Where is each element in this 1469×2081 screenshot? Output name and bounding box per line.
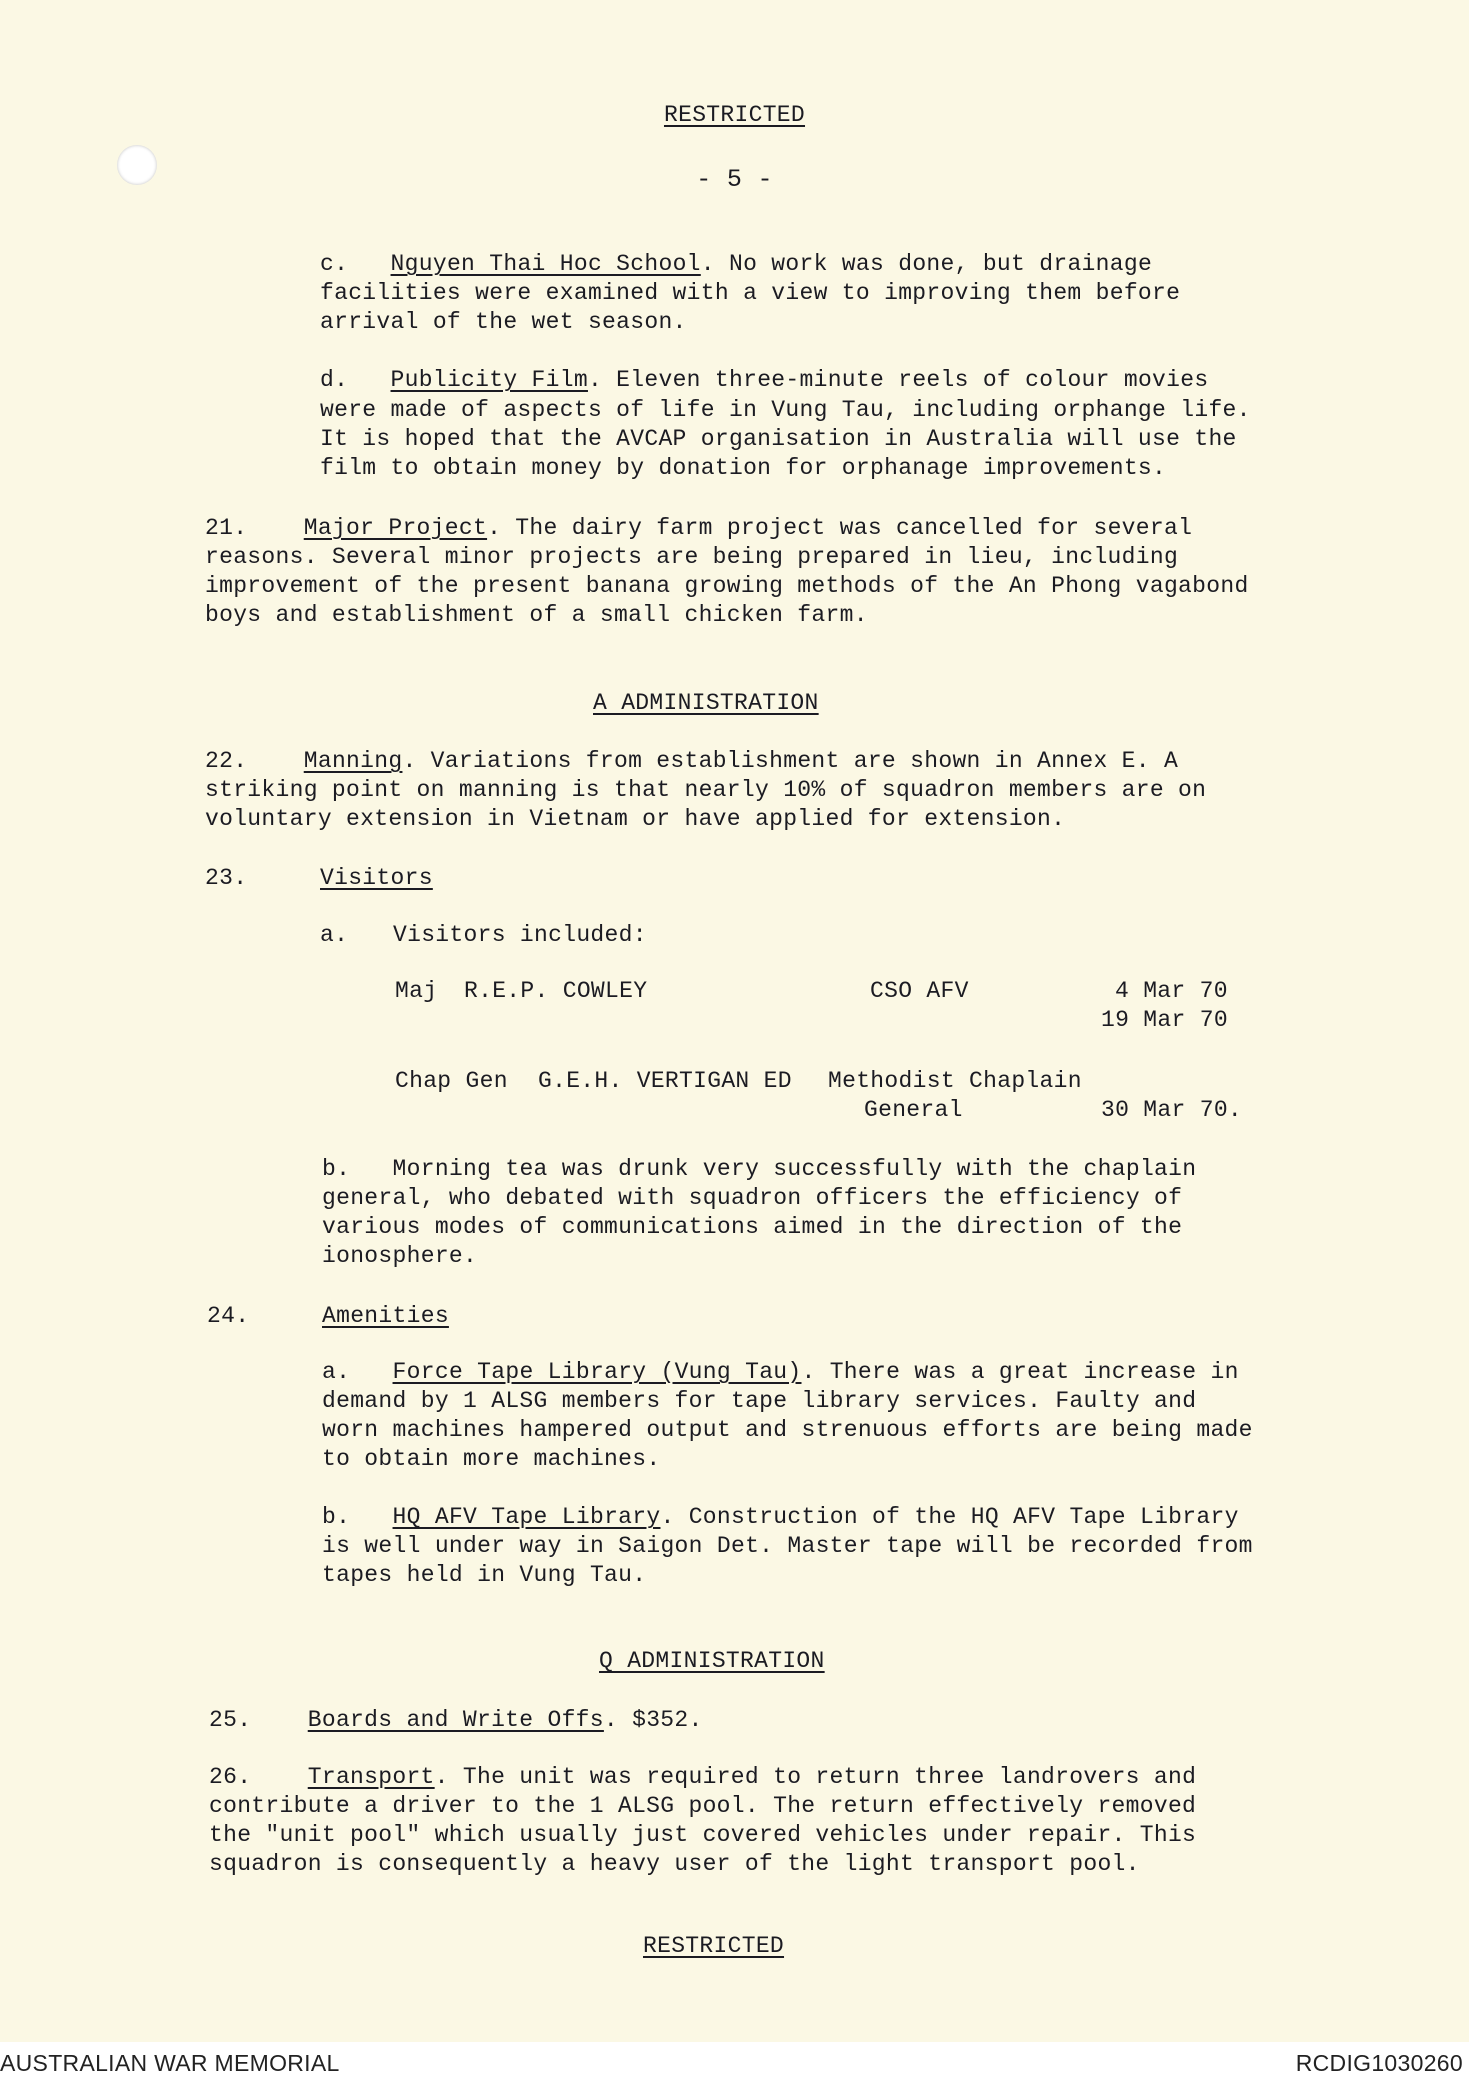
para-21-line3: improvement of the present banana growing methods of the An Phong vagabond: [205, 573, 1249, 599]
para-c-text: . No work was done, but drainage: [700, 251, 1153, 277]
classification-footer: RESTRICTED: [643, 1933, 785, 1959]
para-d-line1: [320, 366, 1208, 395]
visitor-rank: Maj: [395, 978, 438, 1004]
para-c-line2: facilities were examined with a view to improving them before: [320, 280, 1181, 306]
para-24a-label: a.: [322, 1359, 351, 1385]
visitor-date: 4 Mar 70: [1115, 978, 1228, 1004]
visitor-role: CSO AFV: [870, 978, 969, 1004]
classification-header: RESTRICTED: [663, 102, 806, 128]
para-22-heading: Manning: [303, 748, 403, 774]
section-a-administration: A ADMINISTRATION: [593, 690, 819, 716]
para-26-line2: contribute a driver to the 1 ALSG pool. The return effectively removed: [209, 1793, 1197, 1819]
visitor-rank: Chap Gen: [395, 1068, 508, 1094]
para-26-line1: [209, 1763, 1196, 1792]
para-d-heading: Publicity Film: [390, 367, 588, 393]
para-c-line1: [320, 250, 1152, 279]
para-23-heading: Visitors: [320, 865, 433, 891]
para-23a-text: Visitors included:: [393, 922, 647, 948]
archive-footer: [0, 2046, 1469, 2081]
page-number: - 5 -: [696, 165, 773, 194]
para-24a-text: . There was a great increase in: [801, 1359, 1239, 1385]
para-c-heading: Nguyen Thai Hoc School: [390, 251, 701, 277]
para-21-line4: boys and establishment of a small chicken farm.: [205, 602, 868, 628]
para-24a-line3: worn machines hampered output and strenuous efforts are being made: [322, 1417, 1253, 1443]
visitor-name: G.E.H. VERTIGAN ED: [538, 1068, 792, 1094]
section-q-administration: Q ADMINISTRATION: [599, 1648, 825, 1674]
para-23b-text: Morning tea was drunk very successfully with the chaplain: [392, 1156, 1197, 1182]
para-26-line3: the "unit pool" which usually just covered vehicles under repair. This: [209, 1822, 1197, 1848]
para-24-number: 24.: [207, 1303, 250, 1329]
para-24b-line2: is well under way in Saigon Det. Master tape will be recorded from: [322, 1533, 1253, 1559]
para-24-heading: Amenities: [322, 1303, 449, 1329]
para-d-line4: film to obtain money by donation for orphanage improvements.: [320, 455, 1167, 481]
para-24a-line1: [322, 1358, 1239, 1387]
para-22-line2: striking point on manning is that nearly 10% of squadron members are on: [205, 777, 1207, 803]
para-d-label: d.: [320, 367, 349, 393]
para-26-number: 26.: [209, 1764, 252, 1790]
para-22-line1: [205, 747, 1178, 776]
para-24b-line1: [322, 1503, 1239, 1532]
para-d-line3: It is hoped that the AVCAP organisation in Australia will use the: [320, 426, 1237, 452]
para-26-line4: squadron is consequently a heavy user of the light transport pool.: [209, 1851, 1140, 1877]
para-23a-label: a.: [320, 922, 349, 948]
para-c-line3: arrival of the wet season.: [320, 309, 687, 335]
para-23b-label: b.: [322, 1156, 351, 1182]
para-22-line3: voluntary extension in Vietnam or have applied for extension.: [205, 806, 1066, 832]
para-25-heading: Boards and Write Offs: [307, 1707, 604, 1733]
para-24b-line3: tapes held in Vung Tau.: [322, 1562, 647, 1588]
visitor-name: R.E.P. COWLEY: [464, 978, 648, 1004]
para-21-number: 21.: [205, 515, 248, 541]
para-25-text: . $352.: [603, 1707, 703, 1733]
visitor-role: Methodist Chaplain: [828, 1068, 1082, 1094]
para-d-line2: were made of aspects of life in Vung Tau, including orphange life.: [320, 397, 1251, 423]
para-21-line2: reasons. Several minor projects are being prepared in lieu, including: [205, 544, 1179, 570]
visitor-date: 30 Mar 70.: [1101, 1097, 1243, 1123]
para-24b-label: b.: [322, 1504, 351, 1530]
para-23b-line2: general, who debated with squadron officers the efficiency of: [322, 1185, 1183, 1211]
para-c-label: c.: [320, 251, 349, 277]
para-21-heading: Major Project: [303, 515, 488, 541]
para-22-text: . Variations from establishment are shown in Annex E. A: [402, 748, 1179, 774]
para-21-text: . The dairy farm project was cancelled for several: [487, 515, 1193, 541]
para-23b-line4: ionosphere.: [322, 1243, 478, 1269]
archive-reference: RCDIG1030260: [1295, 2050, 1463, 2076]
para-24b-text: . Construction of the HQ AFV Tape Library: [660, 1504, 1239, 1530]
para-d-text: . Eleven three-minute reels of colour movies: [587, 367, 1209, 393]
para-23b-line3: various modes of communications aimed in the direction of the: [322, 1214, 1183, 1240]
para-23-number: 23.: [205, 865, 248, 891]
para-25-number: 25.: [209, 1707, 252, 1733]
visitor-role-continued: General: [864, 1097, 963, 1123]
para-24a-line2: demand by 1 ALSG members for tape library services. Faulty and: [322, 1388, 1197, 1414]
para-25-line1: [209, 1706, 703, 1735]
para-24b-heading: HQ AFV Tape Library: [392, 1504, 661, 1530]
para-21-line1: [205, 514, 1192, 543]
para-26-heading: Transport: [307, 1764, 435, 1790]
archive-name: AUSTRALIAN WAR MEMORIAL: [0, 2050, 340, 2076]
para-24a-line4: to obtain more machines.: [322, 1446, 661, 1472]
para-26-text: . The unit was required to return three landrovers and: [434, 1764, 1197, 1790]
para-24a-heading: Force Tape Library (Vung Tau): [392, 1359, 802, 1385]
para-22-number: 22.: [205, 748, 248, 774]
para-23b-line1: [322, 1155, 1196, 1184]
visitor-date-second: 19 Mar 70: [1101, 1007, 1228, 1033]
